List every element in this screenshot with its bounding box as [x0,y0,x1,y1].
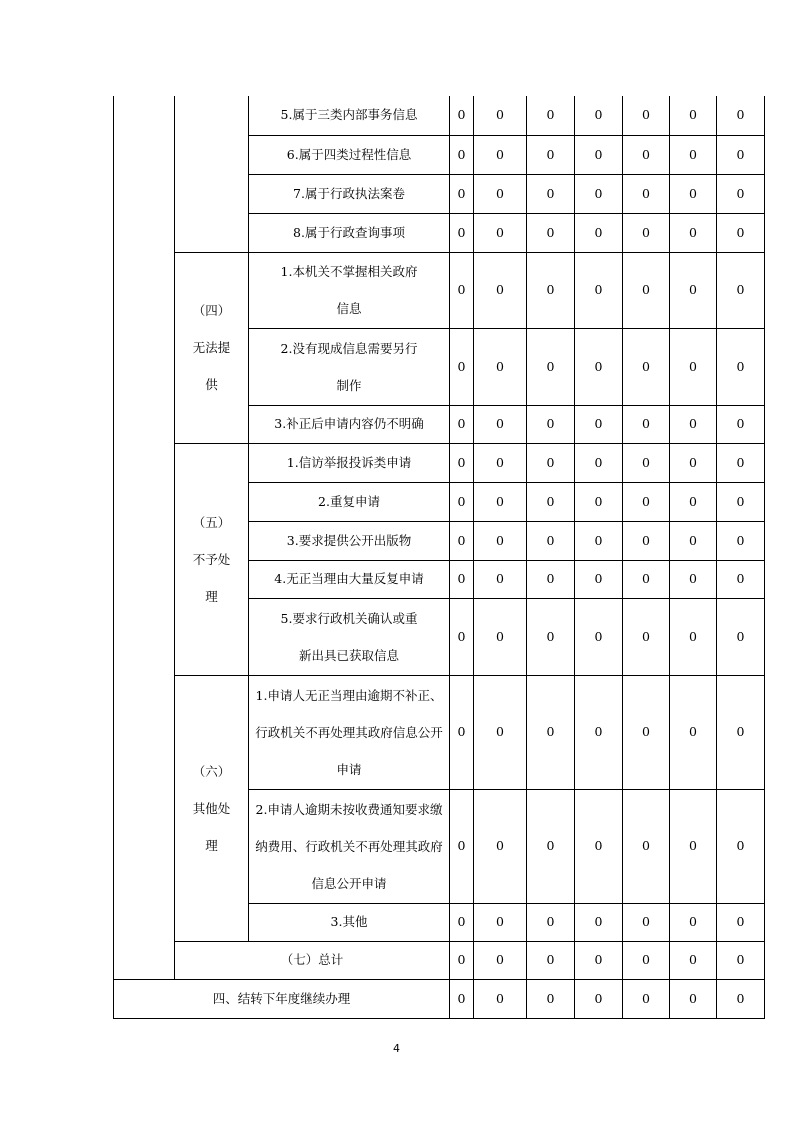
value-cell: 0 [717,789,765,903]
value-cell: 0 [527,675,575,789]
value-cell: 0 [623,174,670,213]
value-cell: 0 [670,675,717,789]
category-label: （六）其他处理 [175,675,249,941]
value-cell: 0 [670,903,717,941]
value-cell: 0 [670,598,717,675]
value-cell: 0 [717,213,765,252]
value-cell: 0 [717,96,765,135]
value-cell: 0 [623,521,670,560]
value-cell: 0 [450,96,474,135]
value-cell: 0 [450,213,474,252]
table-row [114,96,765,135]
value-cell: 0 [474,174,527,213]
table-row [114,252,765,328]
row-item-label: 2.没有现成信息需要另行制作 [249,328,450,405]
value-cell: 0 [575,482,623,521]
value-cell: 0 [450,174,474,213]
value-cell: 0 [474,521,527,560]
value-cell: 0 [575,96,623,135]
value-cell: 0 [575,213,623,252]
row-item-label: 7.属于行政执法案卷 [249,174,450,213]
row-item-label: 1.本机关不掌握相关政府信息 [249,252,450,328]
value-cell: 0 [450,328,474,405]
value-cell: 0 [450,903,474,941]
value-cell: 0 [450,135,474,174]
value-cell: 0 [474,789,527,903]
value-cell: 0 [527,979,575,1018]
value-cell: 0 [474,903,527,941]
row-item-label: 2.重复申请 [249,482,450,521]
value-cell: 0 [717,252,765,328]
value-cell: 0 [670,560,717,598]
row-item-label: 3.补正后申请内容仍不明确 [249,405,450,443]
value-cell: 0 [623,213,670,252]
category-label: （五）不予处理 [175,443,249,675]
value-cell: 0 [717,135,765,174]
value-cell: 0 [670,789,717,903]
value-cell: 0 [717,903,765,941]
value-cell: 0 [623,96,670,135]
value-cell: 0 [450,521,474,560]
value-cell: 0 [474,941,527,979]
value-cell: 0 [623,482,670,521]
disclosure-statistics-table [113,96,765,1019]
row-item-label: 4.无正当理由大量反复申请 [249,560,450,598]
value-cell: 0 [717,941,765,979]
value-cell: 0 [575,405,623,443]
value-cell: 0 [575,560,623,598]
value-cell: 0 [474,252,527,328]
value-cell: 0 [527,482,575,521]
value-cell: 0 [623,598,670,675]
value-cell: 0 [474,560,527,598]
value-cell: 0 [450,560,474,598]
outer-blank-cell [114,96,175,979]
value-cell: 0 [670,174,717,213]
value-cell: 0 [670,96,717,135]
page-number: 4 [393,1042,400,1055]
value-cell: 0 [575,174,623,213]
value-cell: 0 [623,252,670,328]
value-cell: 0 [670,979,717,1018]
value-cell: 0 [474,675,527,789]
value-cell: 0 [670,521,717,560]
value-cell: 0 [575,135,623,174]
value-cell: 0 [623,443,670,482]
value-cell: 0 [670,328,717,405]
value-cell: 0 [717,675,765,789]
value-cell: 0 [527,405,575,443]
value-cell: 0 [717,482,765,521]
value-cell: 0 [575,328,623,405]
value-cell: 0 [575,443,623,482]
value-cell: 0 [450,405,474,443]
row-item-label: 6.属于四类过程性信息 [249,135,450,174]
value-cell: 0 [527,96,575,135]
row-item-label: 3.要求提供公开出版物 [249,521,450,560]
value-cell: 0 [717,598,765,675]
value-cell: 0 [575,252,623,328]
value-cell: 0 [450,979,474,1018]
value-cell: 0 [717,328,765,405]
value-cell: 0 [450,482,474,521]
value-cell: 0 [527,135,575,174]
value-cell: 0 [450,941,474,979]
value-cell: 0 [575,675,623,789]
category-label: （四）无法提供 [175,252,249,443]
table-row [114,443,765,482]
value-cell: 0 [670,443,717,482]
row-item-label: 5.属于三类内部事务信息 [249,96,450,135]
value-cell: 0 [575,789,623,903]
value-cell: 0 [527,213,575,252]
value-cell: 0 [474,328,527,405]
value-cell: 0 [474,598,527,675]
value-cell: 0 [450,443,474,482]
row-item-label: 2.申请人逾期未按收费通知要求缴纳费用、行政机关不再处理其政府信息公开申请 [249,789,450,903]
row-item-label: 1.申请人无正当理由逾期不补正、行政机关不再处理其政府信息公开申请 [249,675,450,789]
value-cell: 0 [575,521,623,560]
value-cell: 0 [623,328,670,405]
carryover-label: 四、结转下年度继续办理 [114,979,450,1018]
value-cell: 0 [450,598,474,675]
value-cell: 0 [527,789,575,903]
value-cell: 0 [670,252,717,328]
value-cell: 0 [474,213,527,252]
value-cell: 0 [527,521,575,560]
value-cell: 0 [670,941,717,979]
value-cell: 0 [450,789,474,903]
value-cell: 0 [575,941,623,979]
category-blank-cell [175,96,249,252]
row-item-label: 3.其他 [249,903,450,941]
value-cell: 0 [474,96,527,135]
value-cell: 0 [717,521,765,560]
value-cell: 0 [527,443,575,482]
total-label: （七）总计 [175,941,450,979]
value-cell: 0 [575,903,623,941]
value-cell: 0 [474,135,527,174]
table-row [114,979,765,1018]
value-cell: 0 [623,903,670,941]
value-cell: 0 [623,135,670,174]
value-cell: 0 [717,443,765,482]
value-cell: 0 [527,598,575,675]
value-cell: 0 [474,482,527,521]
value-cell: 0 [527,252,575,328]
value-cell: 0 [474,443,527,482]
value-cell: 0 [623,941,670,979]
value-cell: 0 [670,405,717,443]
value-cell: 0 [474,405,527,443]
value-cell: 0 [670,213,717,252]
value-cell: 0 [623,789,670,903]
value-cell: 0 [527,174,575,213]
table-row [114,675,765,789]
value-cell: 0 [527,903,575,941]
value-cell: 0 [717,174,765,213]
value-cell: 0 [623,560,670,598]
table-row [114,941,765,979]
value-cell: 0 [623,675,670,789]
value-cell: 0 [527,328,575,405]
value-cell: 0 [450,252,474,328]
row-item-label: 5.要求行政机关确认或重新出具已获取信息 [249,598,450,675]
value-cell: 0 [527,941,575,979]
value-cell: 0 [623,979,670,1018]
value-cell: 0 [575,598,623,675]
value-cell: 0 [575,979,623,1018]
value-cell: 0 [717,560,765,598]
value-cell: 0 [527,560,575,598]
value-cell: 0 [670,135,717,174]
row-item-label: 1.信访举报投诉类申请 [249,443,450,482]
row-item-label: 8.属于行政查询事项 [249,213,450,252]
value-cell: 0 [623,405,670,443]
value-cell: 0 [670,482,717,521]
value-cell: 0 [450,675,474,789]
value-cell: 0 [717,405,765,443]
value-cell: 0 [474,979,527,1018]
value-cell: 0 [717,979,765,1018]
